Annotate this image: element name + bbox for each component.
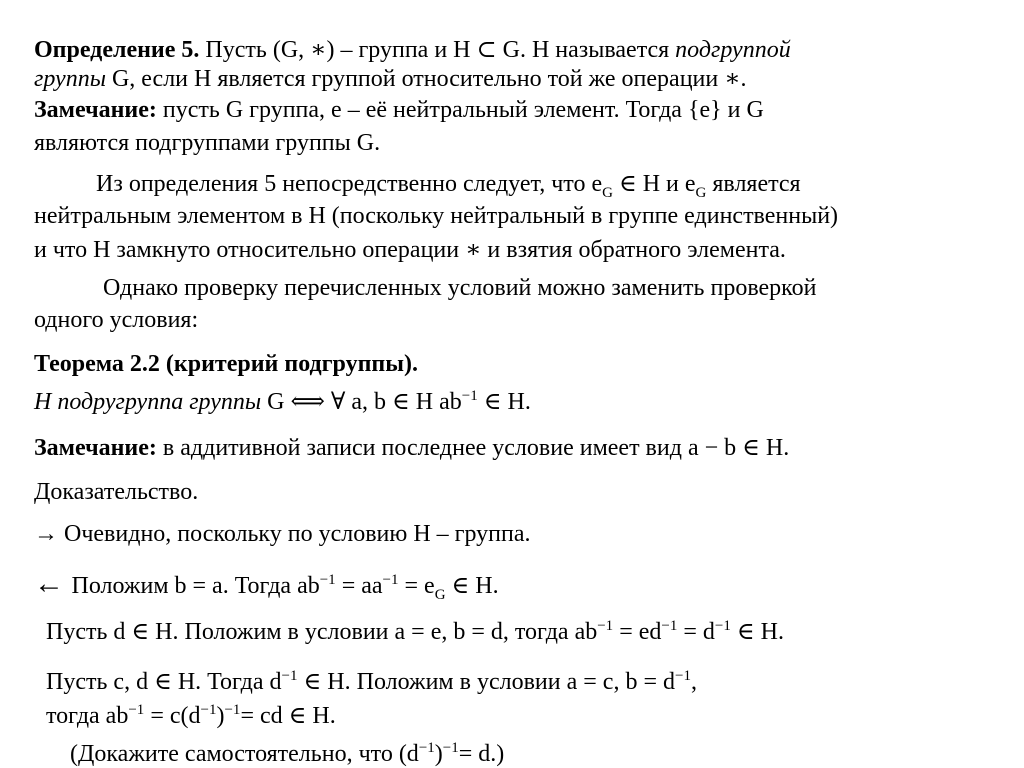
proof-step-1 xyxy=(46,612,784,646)
text-segment: группы xyxy=(34,66,106,92)
text-segment: −1 xyxy=(224,702,241,718)
definition-5-line-2 xyxy=(34,65,747,93)
text-segment: Пусть (G, ∗) – группа и H ⊂ G. H называется xyxy=(199,37,676,63)
text-segment: G xyxy=(695,184,707,201)
text-segment: G ⟺ ∀ a, b ∈ H ab xyxy=(261,389,462,415)
text-segment: H подругруппа группы xyxy=(34,389,262,415)
paragraph-2-line-2 xyxy=(34,306,198,334)
text-segment: = d xyxy=(677,619,715,645)
proof-heading xyxy=(34,478,198,506)
text-segment: , xyxy=(690,669,697,695)
text-segment: Замечание: xyxy=(34,97,157,123)
text-segment: ∈ H и e xyxy=(612,171,696,197)
text-segment: Пусть d ∈ H. Положим в условии a = e, b = d, тогда ab xyxy=(46,619,598,645)
text-segment: ← xyxy=(34,567,72,600)
text-segment: −1 xyxy=(382,572,399,588)
text-segment: = e xyxy=(398,573,435,599)
text-segment: являются подгруппами группы G. xyxy=(34,130,381,156)
proof-forward xyxy=(34,520,531,548)
text-segment: Положим b = a. Тогда ab xyxy=(71,573,320,599)
proof-step-2-line-1 xyxy=(46,662,697,696)
text-segment: тогда ab xyxy=(46,703,129,729)
text-segment: −1 xyxy=(418,740,435,756)
paragraph-1-line-2 xyxy=(34,202,838,230)
text-segment: Из определения 5 непосредственно следует, что e xyxy=(96,171,603,197)
text-segment: ∈ H. Положим в условии a = c, b = d xyxy=(297,669,675,695)
exercise-line xyxy=(70,734,504,768)
text-segment: −1 xyxy=(674,668,691,684)
text-segment: −1 xyxy=(597,618,614,634)
text-segment: ) xyxy=(216,703,225,729)
text-segment: −1 xyxy=(714,618,731,634)
text-segment: = c(d xyxy=(144,703,201,729)
text-segment: подгруппой xyxy=(675,37,791,63)
text-segment: = ed xyxy=(613,619,662,645)
definition-5-line-1 xyxy=(34,36,791,64)
theorem-2-2-title xyxy=(34,350,418,378)
text-segment: и что H замкнуто относительно операции ∗ и взятия обратного элемента. xyxy=(34,237,786,263)
paragraph-1-line-3 xyxy=(34,236,786,264)
text-segment: одного условия: xyxy=(34,307,199,333)
text-segment: −1 xyxy=(319,572,336,588)
remark-2 xyxy=(34,434,789,462)
proof-step-2-line-2 xyxy=(46,696,336,730)
text-segment: Замечание: xyxy=(34,435,157,461)
text-segment: пусть G группа, e – её нейтральный элемент. Тогда {e} и G xyxy=(156,97,764,123)
proof-backward xyxy=(34,566,499,609)
text-segment: −1 xyxy=(128,702,145,718)
remark-1-line-2 xyxy=(34,129,380,157)
text-segment: = aa xyxy=(335,573,383,599)
remark-1-line-1 xyxy=(34,96,764,124)
text-segment: −1 xyxy=(281,668,298,684)
text-segment: −1 xyxy=(461,388,478,404)
text-segment: ∈ H. xyxy=(730,619,784,645)
text-segment: −1 xyxy=(200,702,217,718)
text-segment: в аддитивной записи последнее условие имеет вид a − b ∈ H. xyxy=(156,435,790,461)
text-segment: −1 xyxy=(661,618,678,634)
text-segment: Определение 5. xyxy=(34,37,200,63)
text-segment: = cd ∈ H. xyxy=(240,703,336,729)
text-segment: Пусть c, d ∈ H. Тогда d xyxy=(46,669,282,695)
text-segment: Доказательство. xyxy=(34,479,199,505)
text-segment: нейтральным элементом в H (поскольку нейтральный в группе единственный) xyxy=(34,203,839,229)
text-segment: G, если H является группой относительно той же операции ∗. xyxy=(105,66,747,92)
text-segment: → Очевидно, поскольку по условию H – группа. xyxy=(34,521,531,547)
text-segment: −1 xyxy=(442,740,459,756)
text-segment: Однако проверку перечисленных условий можно заменить проверкой xyxy=(103,275,817,301)
text-segment: ∈ H. xyxy=(445,573,499,599)
paragraph-2-line-1 xyxy=(103,274,816,302)
text-segment: = d.) xyxy=(458,741,505,767)
text-segment: (Докажите самостоятельно, что (d xyxy=(70,741,419,767)
text-segment: является xyxy=(706,171,801,197)
text-segment: ) xyxy=(434,741,443,767)
text-segment: G xyxy=(434,586,446,603)
theorem-2-2-statement xyxy=(34,382,531,416)
text-segment: Теорема 2.2 (критерий подгруппы). xyxy=(34,351,418,377)
text-segment: G xyxy=(602,184,613,201)
text-segment: ∈ H. xyxy=(477,389,531,415)
